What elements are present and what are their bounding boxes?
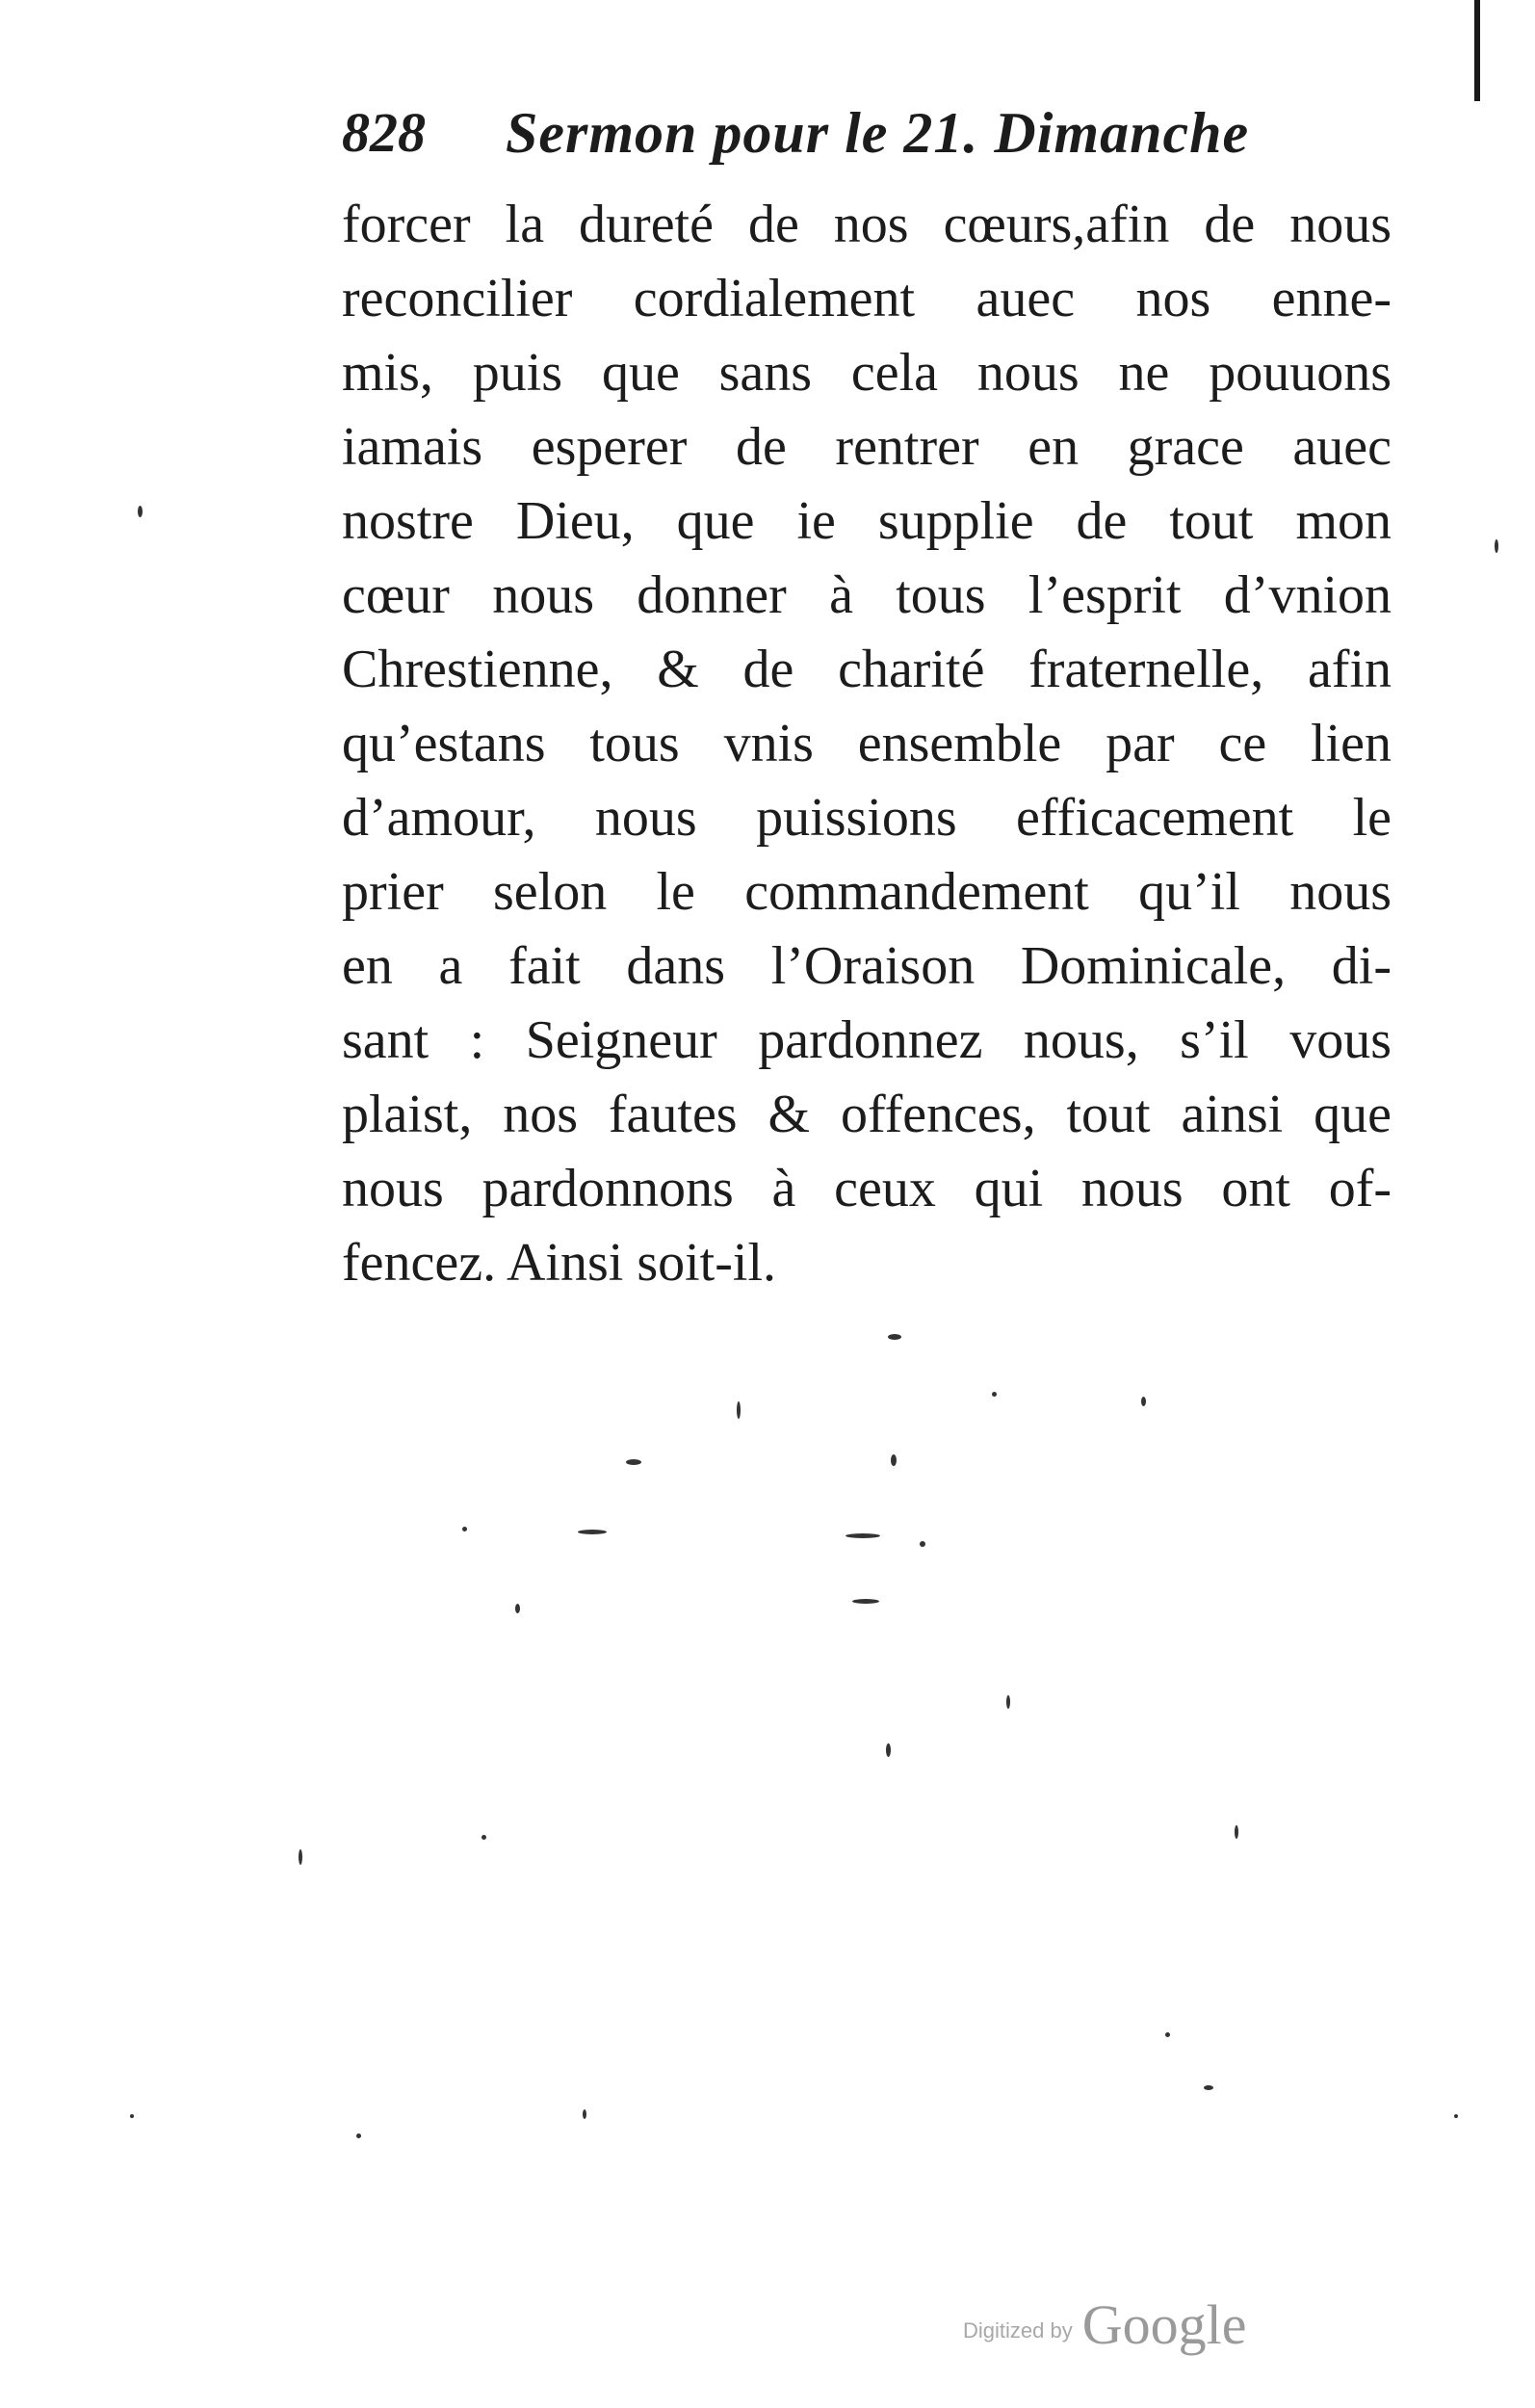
scan-speck: [888, 1334, 901, 1340]
digitized-by-google-watermark: [963, 2292, 1246, 2357]
text-line: cœur nous donner à tous l’esprit d’vnion: [342, 565, 1392, 625]
scan-speck: [1235, 1825, 1238, 1839]
scan-speck: [1454, 2114, 1458, 2118]
page-header: [342, 92, 1392, 170]
text-line: nostre Dieu, que ie supplie de tout mon: [342, 491, 1392, 551]
sermon-text: [342, 188, 1392, 1300]
scan-speck: [462, 1527, 467, 1531]
scan-speck: [1204, 2085, 1213, 2090]
scan-speck: [737, 1401, 741, 1419]
scan-speck: [1165, 2032, 1170, 2037]
scan-speck: [920, 1541, 925, 1547]
text-line: prier selon le commandement qu’il nous: [342, 862, 1392, 922]
scan-speck: [852, 1599, 879, 1604]
scan-speck: [138, 506, 143, 517]
google-logo-text: Google: [1081, 2293, 1247, 2356]
scan-speck: [583, 2109, 586, 2119]
scan-speck: [846, 1533, 880, 1538]
text-line: plaist, nos fautes & offences, tout ainsi que: [342, 1085, 1392, 1144]
text-line: mis, puis que sans cela nous ne pouuons: [342, 343, 1392, 403]
text-line: qu’estans tous vnis ensemble par ce lien: [342, 714, 1392, 773]
scan-speck: [130, 2114, 134, 2118]
text-line: sant : Seigneur pardonnez nous, s’il vous: [342, 1010, 1392, 1070]
scan-speck: [992, 1392, 997, 1397]
text-line: reconcilier cordialement auec nos enne-: [342, 269, 1392, 328]
scan-speck: [481, 1835, 486, 1840]
page-edge-line: [1474, 0, 1480, 101]
text-line: forcer la dureté de nos cœurs,afin de nous: [342, 195, 1392, 254]
scan-speck: [886, 1743, 891, 1757]
scan-speck: [356, 2133, 361, 2138]
text-line: en a fait dans l’Oraison Dominicale, di-: [342, 936, 1392, 996]
scan-speck: [578, 1530, 607, 1534]
running-title: Sermon pour le 21. Dimanche: [506, 101, 1250, 165]
scan-speck: [1141, 1397, 1146, 1406]
scan-speck: [515, 1604, 520, 1613]
scan-speck: [1495, 539, 1498, 553]
text-line: nous pardonnons à ceux qui nous ont of-: [342, 1159, 1392, 1218]
page-number: 828: [342, 101, 426, 164]
scan-speck: [626, 1459, 641, 1465]
text-line: iamais esperer de rentrer en grace auec: [342, 417, 1392, 477]
scan-speck: [1006, 1695, 1010, 1709]
scan-speck: [299, 1849, 302, 1865]
scan-speck: [891, 1454, 897, 1466]
text-line: Chrestienne, & de charité fraternelle, afin: [342, 640, 1392, 699]
text-line: d’amour, nous puissions efficacement le: [342, 788, 1392, 848]
text-line-last: fencez. Ainsi soit-il.: [342, 1233, 777, 1293]
watermark-prefix: Digitized by: [963, 2318, 1073, 2343]
